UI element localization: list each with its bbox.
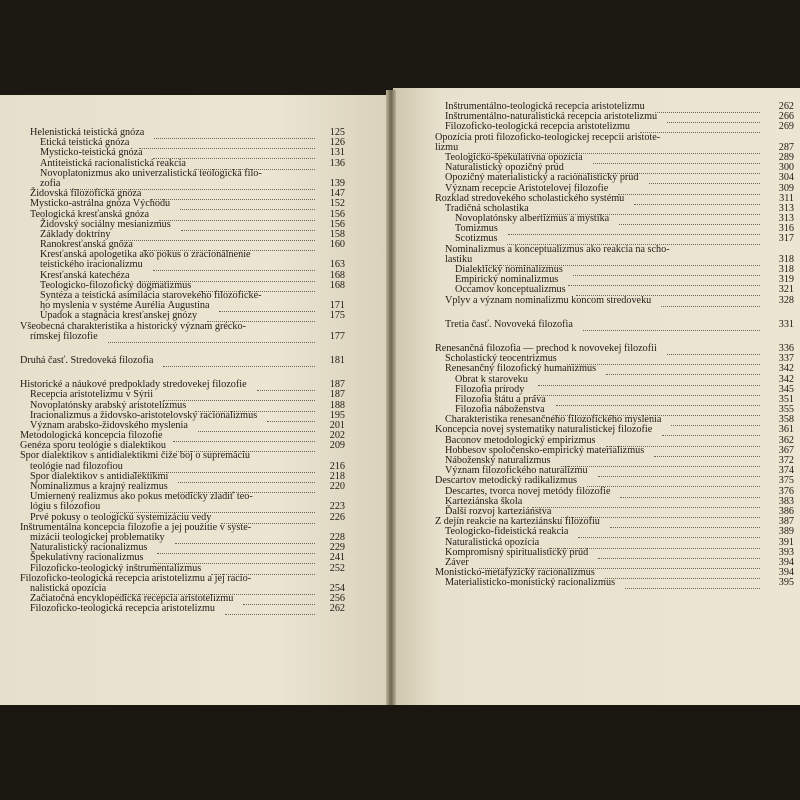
toc-entry-page: 177 [329, 330, 345, 342]
toc-entry-page: 187 [329, 389, 345, 401]
toc-entry-title: Židovská filozofická gnóza [30, 188, 142, 200]
toc-entry-page: 361 [778, 424, 794, 436]
toc-entry-page: 139 [329, 177, 345, 189]
toc-entry-title: Baconov metodologický empirizmus [445, 434, 596, 446]
toc-entry-title: Monisticko-metafyzický racionalizmus [435, 567, 595, 579]
toc-entry-page: 187 [329, 379, 345, 391]
toc-entry-page: 395 [778, 577, 794, 589]
toc-entry-page: 383 [778, 495, 794, 507]
toc-entry-page: 266 [778, 111, 794, 123]
toc-entry-title: Novoplatónsky albertizmus a mystika [455, 213, 610, 225]
toc-entry-title: Teologicko-fideistická reakcia [445, 526, 569, 538]
toc-entry-title: Karteziánska škola [445, 495, 523, 507]
toc-entry [435, 172, 794, 184]
toc-entry-page: 256 [329, 593, 345, 605]
toc-entry-title: Novoplatonizmus ako univerzalistická teologická filo- [40, 167, 262, 179]
toc-entry-page: 367 [778, 444, 794, 456]
toc-entry-page: 391 [778, 536, 794, 548]
toc-entry-title: Spor dialektikov s antidialektikmi čiže boj o supremáciu [20, 450, 251, 462]
toc-entry [20, 553, 345, 563]
toc-entry-page: 269 [778, 121, 794, 133]
toc-entry-page: 218 [329, 470, 345, 482]
toc-entry-page: 328 [778, 294, 794, 306]
toc-entry-title: Scotizmus [455, 233, 498, 245]
toc-entry-page: 394 [778, 567, 794, 579]
toc-entry-page: 311 [779, 192, 794, 204]
toc-entry-title: Filozoficko-teologická recepcia aristotelizmu [30, 603, 215, 615]
toc-entry-title: Inštrumentálno-naturalistická recepcia aristotelizmu [445, 111, 658, 123]
toc-entry-title: Úpadok a stagnácia kresťanskej gnózy [40, 310, 198, 322]
toc-entry-page: 136 [329, 157, 345, 169]
toc-entry-page: 181 [329, 354, 345, 366]
toc-entry-page: 309 [778, 182, 794, 194]
toc-entry-title: Metodologická koncepcia filozofie [20, 430, 163, 442]
toc-entry [20, 199, 345, 209]
toc-entry-title: Filozofia štátu a práva [455, 393, 546, 405]
toc-entry-title: Genéza sporu teológie s dialektikou [20, 440, 166, 452]
toc-entry-title: Opozičný materialistický a racionalistický prúd [445, 172, 639, 184]
toc-entry-page: 375 [778, 475, 794, 487]
toc-entry-page: 216 [329, 460, 345, 472]
toc-entry-title: Základy doktríny [40, 228, 111, 240]
toc-entry-page: 319 [778, 274, 794, 286]
toc-entry-page: 342 [778, 373, 794, 385]
toc-entry-page: 262 [329, 603, 345, 615]
toc-entry [435, 546, 794, 558]
toc-entry-title: mizácii teologickej problematiky [30, 531, 165, 543]
toc-entry-page: 387 [778, 516, 794, 528]
toc-leader-dots [225, 604, 315, 615]
toc-entry-title: Scholastický teocentrizmus [445, 353, 557, 365]
toc-entry-page: 175 [329, 310, 345, 322]
toc-entry-title: Záver [445, 556, 469, 568]
toc-entry-title: Tomizmus [455, 223, 498, 235]
toc-entry-page: 351 [778, 393, 794, 405]
toc-entry-page: 158 [329, 228, 345, 240]
toc-entry-title: Teologická kresťanská gnóza [30, 208, 150, 220]
toc-entry-title: Umiernený realizmus ako pokus metodicky zladiť teo- [30, 491, 253, 503]
toc-entry-title: Materialisticko-monistický racionalizmus [445, 577, 616, 589]
right-page [393, 88, 800, 710]
toc-entry-page: 321 [778, 284, 794, 296]
toc-entry-page: 313 [778, 213, 794, 225]
toc-entry-title: Syntéza a teistická asimilácia starovekého filozofické- [40, 290, 262, 301]
toc-entry [20, 390, 345, 400]
toc-entry-page: 372 [778, 455, 794, 466]
toc-entry-page: 336 [778, 342, 794, 354]
toc-entry-title: Filozoficko-teologická recepcia aristotelizmu a jej racio- [20, 572, 252, 584]
toc-entry-title: Význam recepcie Aristotelovej filozofie [445, 182, 609, 194]
toc-entry-page: 316 [778, 223, 794, 235]
toc-entry-title: Occamov konceptualizmus [455, 284, 566, 296]
toc-entry-title: Filozoficko-teologický inštrumentalizmus [30, 562, 202, 574]
toc-entry-title: Historické a náukové predpoklady stredovekej filozofie [20, 379, 247, 391]
toc-entry [20, 356, 345, 366]
toc-entry-page: 126 [329, 137, 345, 149]
toc-entry-title: Renesančná filozofia — prechod k novovekej filozofii [435, 342, 657, 354]
toc-entry-title: Teologicko-filozofický dogmatizmus [40, 279, 192, 291]
toc-entry-page: 202 [329, 430, 345, 442]
toc-entry-title: Spor dialektikov s antidialektikmi [30, 470, 169, 482]
toc-entry-title: Helenistická teistická gnóza [30, 127, 145, 138]
toc-entry-page: 228 [329, 531, 345, 543]
toc-entry-title: rímskej filozofie [30, 330, 98, 342]
right-toc-list [435, 101, 794, 589]
toc-entry-title: Začiatočná encyklopedická recepcia aristotelizmu [30, 593, 234, 605]
toc-entry [435, 294, 794, 306]
toc-entry-title: Descartov metodický radikalizmus [435, 475, 578, 487]
toc-entry-title: Význam arabsko-židovského myslenia [30, 419, 188, 431]
toc-entry-title: Ďalší rozvoj karteziánstva [445, 505, 552, 517]
toc-entry-title: Mysticko-astrálna gnóza Východu [30, 198, 171, 210]
toc-entry-title: Renesančný filozofický humanizmus [445, 363, 597, 375]
toc-entry-title: Kresťanská katechéza [40, 269, 130, 281]
left-toc-list [20, 128, 345, 614]
toc-entry-page: 147 [329, 188, 345, 200]
toc-entry-title: Mysticko-teistická gnóza [40, 147, 143, 159]
toc-entry-title: lastiku [445, 253, 473, 265]
toc-entry-page: 376 [778, 485, 794, 497]
toc-entry [20, 169, 345, 179]
toc-entry-title: zofia [40, 177, 61, 189]
toc-entry-title: Naturalistický racionalizmus [30, 542, 148, 554]
toc-entry-page: 168 [329, 279, 345, 291]
toc-entry-page: 163 [329, 259, 345, 271]
toc-entry [435, 526, 794, 538]
toc-entry-page: 171 [329, 300, 345, 312]
toc-entry-title: Židovský sociálny mesianizmus [40, 218, 171, 230]
toc-entry [435, 245, 790, 255]
toc-entry-title: Všeobecná charakteristika a historický význam grécko- [20, 320, 247, 332]
toc-entry-title: nalistická opozícia [30, 582, 107, 594]
toc-entry-title: teológie nad filozofiou [30, 460, 123, 472]
toc-entry-page: 241 [329, 552, 345, 564]
toc-entry-title: Iracionalizmus a židovsko-aristotelovský racionalizmus [30, 409, 258, 421]
toc-entry-page: 156 [329, 208, 345, 220]
left-page [0, 95, 390, 705]
toc-entry-title: Tretia časť. Novoveká filozofia [445, 318, 573, 330]
toc-entry-page: 318 [778, 264, 794, 275]
toc-entry-page: 131 [329, 147, 345, 159]
toc-entry-page: 229 [329, 542, 345, 554]
toc-entry-page: 201 [329, 419, 345, 431]
toc-entry-title: Nominalizmus a krajný realizmus [30, 481, 168, 492]
toc-entry-title: Kresťanská apologetika ako pokus o zracionálnenie [40, 249, 251, 261]
toc-entry-title: Druhá časť. Stredoveká filozofia [20, 354, 154, 366]
toc-entry-page: 304 [778, 172, 794, 184]
toc-entry [20, 604, 345, 614]
toc-entry [435, 577, 794, 589]
book-gutter [386, 90, 396, 710]
toc-entry-page: 160 [329, 239, 345, 251]
toc-entry-title: Koncepcia novej systematiky naturalistickej filozofie [435, 424, 653, 436]
toc-entry-page: 393 [778, 546, 794, 558]
toc-entry-page: 287 [778, 141, 794, 153]
toc-entry-title: Význam filozofického naturalizmu [445, 465, 588, 477]
toc-entry-title: Antiteistická racionalistická reakcia [40, 157, 186, 169]
toc-entry-title: Náboženský naturalizmus [445, 455, 551, 466]
toc-entry-title: lizmu [435, 141, 459, 153]
toc-entry-title: Teologicko-špekulatívna opozícia [445, 151, 583, 163]
toc-entry-title: lógiu s filozofiou [30, 501, 101, 513]
toc-entry-page: 374 [778, 465, 794, 477]
toc-entry-page: 345 [778, 383, 794, 395]
toc-entry-page: 252 [329, 562, 345, 574]
toc-entry-page: 300 [778, 162, 794, 174]
toc-entry-title: Kompromisný spiritualistický prúd [445, 546, 589, 558]
toc-entry-title: Empirický nominalizmus [455, 274, 559, 286]
toc-entry-title: Ranokresťanská gnóza [40, 239, 133, 251]
toc-entry-title: Inštrumentálna koncepcia filozofie a jej použitie v syste- [20, 521, 252, 533]
toc-entry-page: 220 [329, 481, 345, 492]
toc-entry-page: 389 [778, 526, 794, 538]
toc-entry-title: Tradičná scholastika [445, 202, 529, 214]
toc-entry-title: Inštrumentálno-teologická recepcia aristotelizmu [445, 101, 645, 112]
toc-entry-page: 262 [778, 101, 794, 112]
toc-entry-title: Novoplatónsky arabský aristotelizmus [30, 399, 187, 411]
toc-entry [435, 363, 794, 375]
toc-entry-title: Obrat k staroveku [455, 373, 528, 385]
toc-entry-title: Naturalistická opozícia [445, 536, 540, 548]
background-bottom [0, 705, 800, 800]
toc-entry-title: ho myslenia v systéme Auréliа Augustína [40, 300, 210, 312]
toc-entry-page: 318 [778, 253, 794, 265]
toc-entry-title: Naturalistický opozičný prúd [445, 162, 564, 174]
toc-entry-page: 313 [778, 202, 794, 214]
toc-entry-page: 337 [778, 353, 794, 365]
toc-entry-title: Z dejín reakcie na karteziánsku filozofiu [435, 516, 600, 528]
toc-entry-page: 355 [778, 404, 794, 416]
toc-entry-page: 152 [329, 198, 345, 210]
toc-entry-page: 394 [778, 556, 794, 568]
toc-entry [435, 306, 790, 320]
toc-entry [20, 342, 345, 356]
toc-entry-title: Opozícia proti filozoficko-teologickej recepcii aristote- [435, 131, 661, 143]
toc-entry-title: Dialektický nominalizmus [455, 264, 563, 275]
toc-entry-title: Filozofia náboženstva [455, 404, 545, 416]
toc-entry [435, 318, 794, 330]
toc-entry-page: 362 [778, 434, 794, 446]
toc-entry-title: Filozoficko-teologická recepcia aristotelizmu [445, 121, 630, 133]
toc-entry-page: 317 [778, 233, 794, 245]
toc-entry-page: 209 [329, 440, 345, 452]
toc-entry [435, 133, 790, 143]
toc-entry-page: 331 [778, 318, 794, 330]
background-top [0, 0, 800, 95]
toc-entry-title: Rozklad stredovekého scholastického systému [435, 192, 625, 204]
toc-entry-title: teistického iracionalizmu [40, 259, 143, 271]
toc-entry-page: 188 [329, 399, 345, 411]
toc-entry-page: 289 [778, 151, 794, 163]
toc-entry-page: 342 [778, 363, 794, 375]
toc-entry-title: Špekulatívny racionalizmus [30, 552, 144, 564]
toc-entry-page: 125 [329, 127, 345, 138]
toc-entry-title: Descartes, tvorca novej metódy filozofie [445, 485, 611, 497]
toc-entry-page: 195 [329, 409, 345, 421]
toc-entry-title: Etická teistická gnóza [40, 137, 130, 149]
toc-entry-title: Recepcia aristotelizmu v Sýrii [30, 389, 154, 401]
toc-entry-title: Prvé pokusy o teologickú systemizáciu vedy [30, 511, 212, 523]
toc-entry-page: 386 [778, 505, 794, 517]
toc-entry-page: 254 [329, 582, 345, 594]
toc-entry-title: Nominalizmus a konceptualizmus ako reakcia na scho- [445, 243, 670, 255]
toc-entry-page: 358 [778, 414, 794, 426]
toc-entry-page: 226 [329, 511, 345, 523]
toc-entry-page: 223 [329, 501, 345, 513]
toc-entry-title: Vplyv a význam nominalizmu koncom stredoveku [445, 294, 652, 306]
toc-entry-page: 168 [329, 269, 345, 281]
toc-entry-title: Filozofia prírody [455, 383, 525, 395]
toc-entry [435, 330, 790, 344]
toc-entry [20, 332, 345, 342]
toc-entry-title: Charakteristika renesančného filozofického myslenia [445, 414, 662, 426]
toc-entry-page: 156 [329, 218, 345, 230]
toc-leader-dots [625, 578, 760, 589]
toc-entry-title: Hobbesov spoločensko-empirický materializmus [445, 444, 645, 456]
